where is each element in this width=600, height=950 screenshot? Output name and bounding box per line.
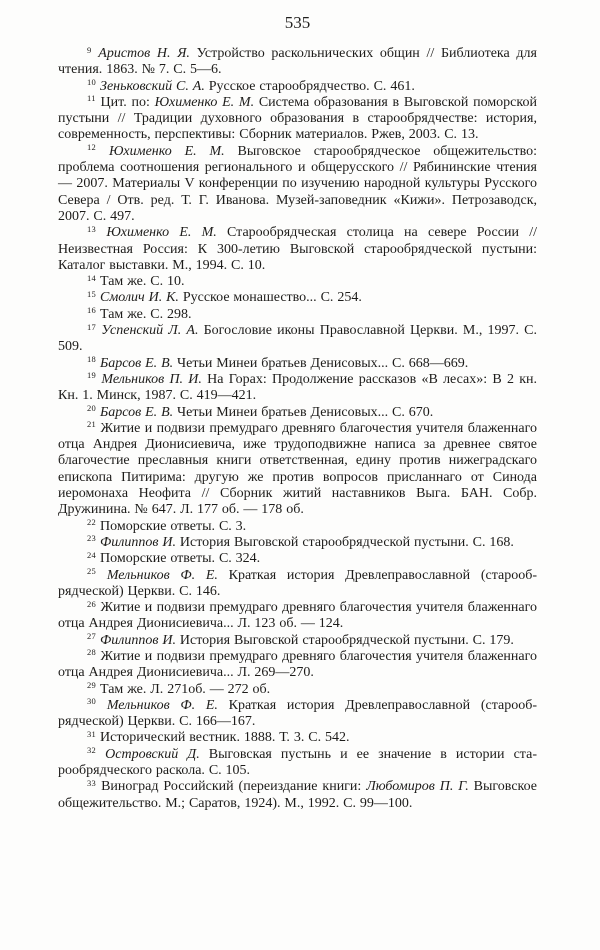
footnote-item <box>58 682 537 698</box>
footnote-text: Поморские ответы. С. 3. <box>100 518 247 534</box>
footnote-number: 27 <box>87 631 97 642</box>
footnote-item <box>58 356 537 372</box>
footnote-author: Аристов Н. Я. <box>98 46 190 61</box>
footnote-text: Русское старообрядчество. С. 461. <box>204 78 415 94</box>
page-number: 535 <box>284 13 311 32</box>
footnote-number: 24 <box>87 549 97 560</box>
footnote-item <box>58 323 537 356</box>
footnote-number: 12 <box>87 142 97 153</box>
footnote-text: История Выговской старообрядческой пустыни. С. 168. <box>175 534 514 550</box>
footnote-number: 31 <box>87 728 97 739</box>
footnote-text: Четьи Минеи братьев Денисовых... С. 670. <box>173 404 434 420</box>
footnote-text: Система образования в Выговской поморской пустыни // Традиции духовного образования в старообрядчестве: история, современность, перспективы: Сборник материалов. Ржев, 2003. С. 13. <box>58 94 537 143</box>
footnote-item <box>58 421 537 519</box>
footnote-item <box>58 568 537 601</box>
footnote-text: Русское монашество... С. 254. <box>178 290 362 306</box>
footnote-author: Успенский Л. А. <box>101 323 199 339</box>
footnote-author: Смолич И. К. <box>100 290 179 306</box>
footnote-author: Филиппов И. <box>100 534 176 550</box>
footnote-author: Зеньковский С. А. <box>100 78 205 94</box>
footnote-item <box>58 46 537 79</box>
footnote-text: Цит. по: <box>100 94 155 110</box>
footnote-number: 23 <box>87 533 97 544</box>
footnote-item <box>58 633 537 649</box>
footnote-number: 19 <box>87 370 97 381</box>
footnote-item <box>58 535 537 551</box>
footnote-text: Богословие иконы Православной Церкви. М., 1997. С. 509. <box>58 323 538 355</box>
footnote-text: Краткая история Древлеправославной (старообрядческой) Церкви. С. 146. <box>58 567 537 599</box>
footnote-number: 25 <box>87 566 97 576</box>
footnote-text: На Горах: Продолжение рассказов «В лесах»: В 2 кн. Кн. 1. Минск, 1987. С. 419—421. <box>58 371 537 404</box>
footnote-text: Житие и подвизи премудраго древняго благочестия учителя блаженнаго отца Андрея Дионисиевича, иже трудоподвижне написа за древнее святое благочестие преславныя книги ответственная, едину против нижеградскаго епископа Питирима: другую же против вопросов присланнаго от Синода иеромонаха Неофита // Сборник житий наставников Выга. БАН. Собр. Дружинина. № 647. Л. 177 об. — 178 об. <box>58 420 537 518</box>
footnote-number: 30 <box>87 696 97 707</box>
footnote-number: 32 <box>87 745 97 756</box>
footnote-author: Юхименко Е. М. <box>108 143 225 159</box>
footnote-item <box>58 79 537 95</box>
footnote-number: 14 <box>87 272 97 283</box>
footnote-text: Житие и подвизи премудраго древняго благочестия учителя блаженнаго отца Андрея Дионисиевича... Л. 269—270. <box>58 648 537 681</box>
footnote-text: Старообрядческая столица на севере России // Неизвестная Россия: К 300-летию Выговской старообрядческой пустыни: Каталог выставки. М., 1994. С. 10. <box>58 225 537 273</box>
footnote-text: Там же. С. 10. <box>100 274 185 290</box>
footnote-number: 18 <box>87 354 97 365</box>
footnote-item <box>58 551 537 567</box>
footnote-item <box>58 779 537 812</box>
footnote-number: 20 <box>87 403 97 414</box>
footnote-item <box>58 290 537 306</box>
footnote-number: 28 <box>87 647 97 658</box>
footnote-text: Выговская пустынь и ее значение в истории старообрядческого раскола. С. 105. <box>58 746 537 779</box>
footnote-text: Там же. С. 298. <box>100 306 192 322</box>
footnote-number: 26 <box>87 598 97 609</box>
footnote-author: Мельников Ф. Е. <box>106 567 218 583</box>
footnote-text: Там же. Л. 271об. — 272 об. <box>100 681 271 697</box>
footnote-number: 10 <box>87 77 97 88</box>
footnote-number: 22 <box>87 517 97 528</box>
footnote-author: Мельников П. И. <box>101 371 202 387</box>
footnote-text: Житие и подвизи премудраго древняго благочестия учителя блаженнаго отца Андрея Дионисиевича... Л. 123 об. — 124. <box>58 600 537 632</box>
footnote-item <box>58 649 537 682</box>
footnote-text: История Выговской старообрядческой пустыни. С. 179. <box>175 632 514 648</box>
footnotes-list <box>58 46 537 812</box>
footnote-author: Юхименко Е. М. <box>106 225 217 241</box>
footnote-text: Виноград Российский (переиздание книги: <box>101 779 367 795</box>
footnote-item <box>58 372 537 405</box>
footnote-text: Четьи Минеи братьев Денисовых... С. 668—669. <box>173 355 469 371</box>
footnote-item <box>58 405 537 421</box>
footnote-text: Выговское старообрядческое общежительство: проблема соотношения регионального и общерусского // Рябининские чтения — 2007. Материалы V конференции по изучению народной культуры Русского Севера / Отв. ред. Т. Г. Иванова. Музей-заповедник «Кижи». Петрозаводск, 2007. С. 497. <box>58 143 537 224</box>
footnote-text: Поморские ответы. С. 324. <box>100 551 261 567</box>
footnote-number: 11 <box>87 93 96 104</box>
footnote-item <box>58 144 537 225</box>
footnote-item <box>58 600 537 633</box>
footnote-item <box>58 747 537 780</box>
footnote-author: Мельников Ф. Е. <box>106 697 218 713</box>
footnote-author: Островский Д. <box>105 746 200 762</box>
footnote-number: 9 <box>87 44 92 55</box>
footnote-item <box>58 519 537 535</box>
footnote-text: Краткая история Древлеправославной (старообрядческой) Церкви. С. 166—167. <box>58 697 537 730</box>
footnote-text: Устройство раскольнических общин // Библиотека для чтения. 1863. № 7. С. 5—6. <box>58 46 537 78</box>
footnote-author: Филиппов И. <box>100 632 176 648</box>
footnote-number: 21 <box>87 419 97 430</box>
footnote-text: Выговское общежительство. М.; Саратов, 1924). М., 1992. С. 99—100. <box>58 779 538 811</box>
footnote-item <box>58 95 537 144</box>
footnote-number: 16 <box>87 305 97 316</box>
footnote-item <box>58 730 537 746</box>
footnote-author: Юхименко Е. М. <box>154 94 255 110</box>
footnote-author: Любомиров П. Г. <box>366 779 469 795</box>
footnote-item <box>58 274 537 290</box>
footnote-item <box>58 698 537 731</box>
footnote-item <box>58 225 537 274</box>
footnote-item <box>58 307 537 323</box>
footnote-number: 13 <box>87 223 97 234</box>
footnote-number: 29 <box>87 680 97 691</box>
footnote-text: Исторический вестник. 1888. Т. 3. С. 542. <box>100 730 350 746</box>
footnote-number: 33 <box>87 777 97 788</box>
footnote-number: 15 <box>87 288 97 299</box>
footnote-number: 17 <box>87 321 97 332</box>
footnote-author: Барсов Е. В. <box>100 355 174 371</box>
footnote-author: Барсов Е. В. <box>100 404 174 420</box>
